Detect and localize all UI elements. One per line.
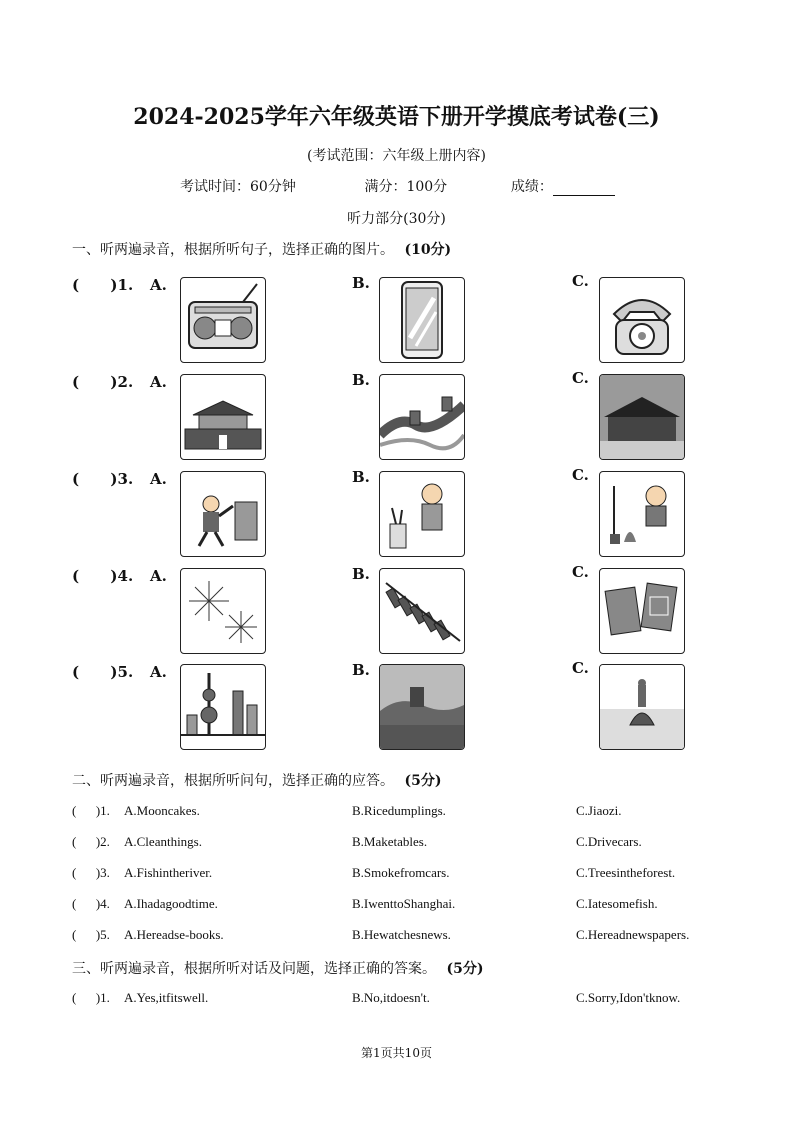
question-number[interactable]: ( )4. — [72, 567, 134, 585]
option-c-label: C. — [572, 272, 589, 290]
option-a: A.Yes,itfitswell. — [124, 990, 209, 1005]
palace-icon[interactable] — [599, 374, 685, 460]
exam-scope: (考试范围：六年级上册内容) — [307, 148, 486, 164]
section3-title: 三、听两遍录音，根据所听对话及问题，选择正确的答案。 — [72, 961, 436, 977]
option-a-label: A. — [150, 373, 167, 391]
question-number[interactable]: ( )3. — [72, 470, 134, 488]
telephone-icon[interactable] — [599, 277, 685, 363]
exam-score-label: 成绩： — [510, 179, 553, 195]
exam-full-score: 满分：100分 — [364, 179, 448, 195]
option-c-label: C. — [572, 369, 589, 387]
option-c-label: C. — [572, 659, 589, 677]
option-a: A.Ihadagoodtime. — [124, 896, 218, 911]
option-b-label: B. — [352, 565, 370, 583]
question-number[interactable]: ( )1. — [72, 276, 134, 294]
section1-heading — [72, 239, 451, 259]
radio-icon[interactable] — [180, 277, 266, 363]
section1-points: (10分) — [404, 242, 452, 258]
section2-title: 二、听两遍录音，根据所听问句，选择正确的应答。 — [72, 773, 394, 789]
option-b: B.Hewatchesnews. — [352, 927, 451, 942]
option-a: A.Cleanthings. — [124, 834, 202, 849]
option-b-label: B. — [352, 468, 370, 486]
question-number[interactable]: ( )2. — [72, 373, 134, 391]
option-b: B.IwenttoShanghai. — [352, 896, 456, 911]
section3-points: (5分) — [446, 961, 484, 977]
section2-points: (5分) — [404, 773, 442, 789]
question-number[interactable]: ( )5. — [72, 663, 134, 681]
option-c-label: C. — [572, 466, 589, 484]
option-c: C.Treesintheforest. — [576, 865, 676, 880]
answer-blank[interactable]: ( )4. — [72, 896, 110, 911]
option-a-label: A. — [150, 276, 167, 294]
answer-blank[interactable]: ( )3. — [72, 865, 110, 880]
phone-icon[interactable] — [379, 277, 465, 363]
option-c: C.Jiaozi. — [576, 803, 622, 818]
tiananmen-icon[interactable] — [180, 374, 266, 460]
option-c: C.Iatesomefish. — [576, 896, 658, 911]
section2-heading — [72, 770, 441, 790]
option-b: B.Ricedumplings. — [352, 803, 446, 818]
answer-blank[interactable]: ( )5. — [72, 927, 110, 942]
boy-planting-icon[interactable] — [599, 471, 685, 557]
score-blank[interactable] — [553, 181, 615, 196]
exam-title: 2024-2025学年六年级英语下册开学摸底考试卷(三) — [133, 104, 660, 130]
option-a: A.Fishintheriver. — [124, 865, 213, 880]
exam-meta — [180, 176, 615, 196]
firecrackers-icon[interactable] — [379, 568, 465, 654]
answer-blank[interactable]: ( )1. — [72, 803, 110, 818]
answer-blank[interactable]: ( )1. — [72, 990, 110, 1005]
shanghai-skyline-icon[interactable] — [180, 664, 266, 750]
option-b-label: B. — [352, 371, 370, 389]
answer-blank[interactable]: ( )2. — [72, 834, 110, 849]
exam-time: 考试时间：60分钟 — [180, 179, 296, 195]
listening-heading: 听力部分(30分) — [347, 211, 446, 227]
lake-stone-icon[interactable] — [599, 664, 685, 750]
boy-litter-icon[interactable] — [180, 471, 266, 557]
option-a-label: A. — [150, 470, 167, 488]
option-c-label: C. — [572, 563, 589, 581]
west-lake-pagoda-icon[interactable] — [379, 664, 465, 750]
option-b-label: B. — [352, 274, 370, 292]
option-b-label: B. — [352, 661, 370, 679]
boy-brushing-icon[interactable] — [379, 471, 465, 557]
page-footer: 第1页共10页 — [361, 1046, 432, 1060]
option-b: B.No,itdoesn't. — [352, 990, 430, 1005]
option-a: A.Hereadse-books. — [124, 927, 224, 942]
option-b: B.Maketables. — [352, 834, 428, 849]
option-a: A.Mooncakes. — [124, 803, 200, 818]
option-b: B.Smokefromcars. — [352, 865, 450, 880]
section1-title: 一、听两遍录音，根据所听句子，选择正确的图片。 — [72, 242, 394, 258]
option-c: C.Hereadnewspapers. — [576, 927, 690, 942]
great-wall-icon[interactable] — [379, 374, 465, 460]
option-c: C.Sorry,Idon'tknow. — [576, 990, 681, 1005]
red-envelopes-icon[interactable] — [599, 568, 685, 654]
option-a-label: A. — [150, 567, 167, 585]
option-c: C.Drivecars. — [576, 834, 642, 849]
option-a-label: A. — [150, 663, 167, 681]
section3-heading — [72, 958, 483, 978]
fireworks-icon[interactable] — [180, 568, 266, 654]
